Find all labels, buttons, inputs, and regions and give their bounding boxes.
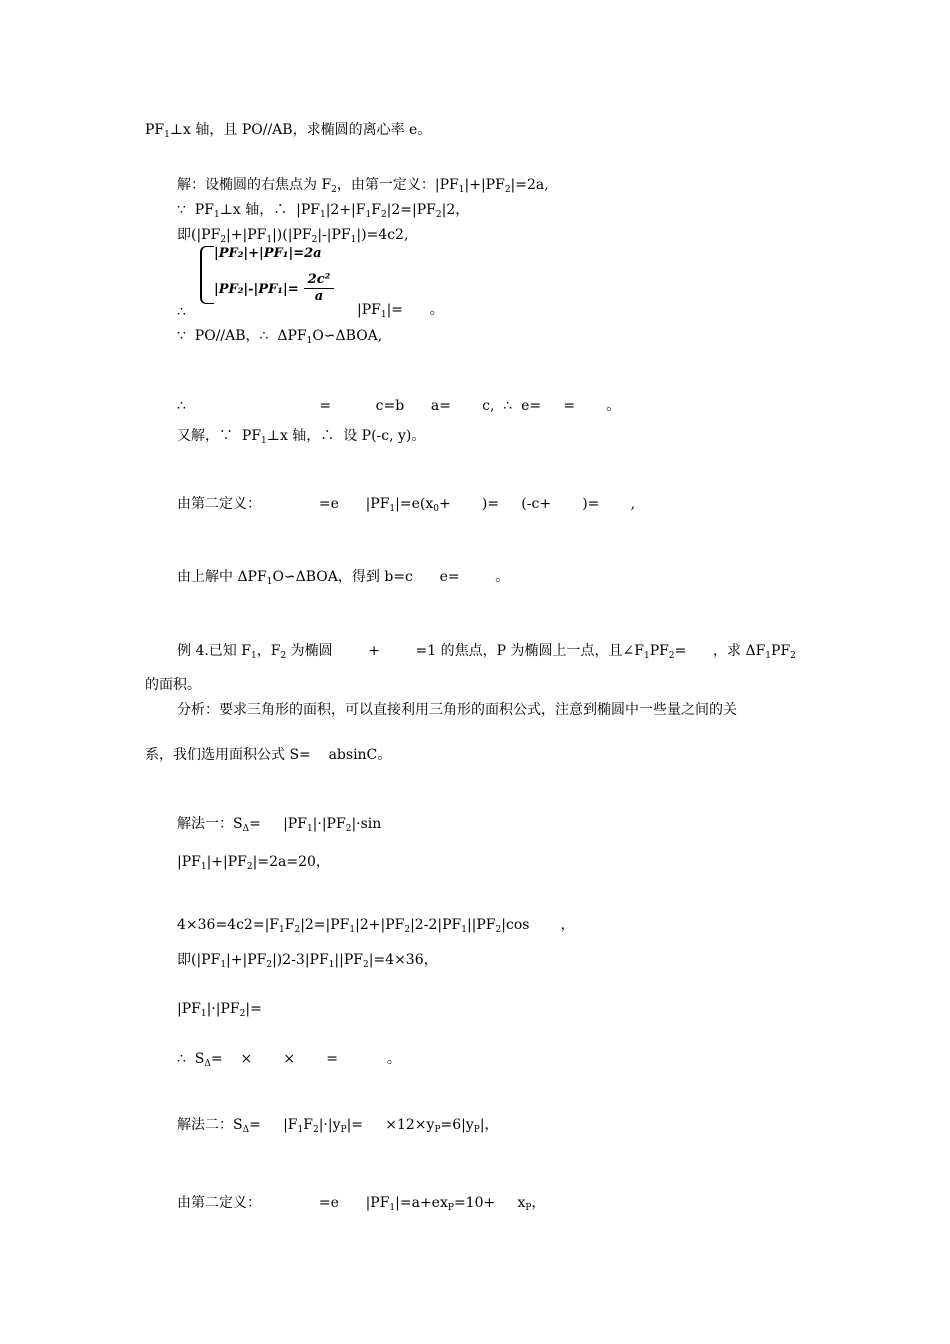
- text: PF: [771, 643, 791, 659]
- subscript: 1: [164, 130, 170, 140]
- equation-fraction: [304, 272, 334, 305]
- subscript: 1: [306, 824, 313, 834]
- text: PF: [145, 122, 165, 138]
- analysis-line: [177, 701, 737, 719]
- text: |PF: [177, 854, 201, 870]
- subscript: 2: [280, 651, 287, 661]
- text: F: [303, 1117, 313, 1133]
- solution-line: [177, 1050, 401, 1073]
- solution-line: [177, 201, 469, 224]
- subscript: 2: [266, 960, 273, 970]
- text: 的面积。: [145, 677, 201, 693]
- subscript: 1: [389, 1203, 396, 1213]
- solution-line: [177, 397, 620, 415]
- text: =6|y: [440, 1117, 474, 1133]
- text: |= 。: [386, 302, 444, 318]
- text: |+|PF: [464, 177, 505, 193]
- subscript: 2: [404, 925, 411, 935]
- subscript: 2: [380, 210, 387, 220]
- text: |·|PF: [206, 1001, 240, 1017]
- text: |，: [479, 1117, 499, 1133]
- text: F: [371, 202, 381, 218]
- text: |+|PF: [226, 952, 267, 968]
- text: = × × = 。: [210, 1051, 401, 1067]
- text: PF: [649, 643, 669, 659]
- solution-line: [177, 815, 381, 838]
- text: ⊥x 轴，且 PO//AB，求椭圆的离心率 e。: [169, 122, 432, 138]
- text: 解法一：S: [177, 816, 243, 832]
- text: 由第二定义： =e |PF: [177, 1195, 390, 1211]
- text: 解：设椭圆的右焦点为 F: [177, 177, 332, 193]
- example-statement-line: [177, 642, 796, 665]
- solution-line: [177, 853, 330, 876]
- text: 分析：要求三角形的面积，可以直接利用三角形的面积公式，注意到椭圆中一些量之间的关: [177, 702, 737, 718]
- subscript: Δ: [242, 1125, 250, 1135]
- subscript: 1: [319, 210, 326, 220]
- text: |=: [245, 1001, 262, 1017]
- subscript: P: [434, 1125, 441, 1135]
- text: ，F: [256, 643, 281, 659]
- text: + )= (-c+ )= ,: [438, 496, 636, 512]
- text: |)=4c2,: [356, 227, 409, 243]
- subscript: P: [340, 1125, 347, 1135]
- subscript: Δ: [242, 824, 250, 834]
- subscript: 1: [200, 1009, 207, 1019]
- equation-row-2: [214, 282, 299, 298]
- text: |2=|PF: [300, 917, 350, 933]
- solution-line: [177, 1000, 262, 1023]
- subscript: 2: [495, 925, 502, 935]
- solution-line: [177, 176, 549, 199]
- equation-system-brace: [200, 246, 214, 304]
- text: |-|PF: [317, 227, 351, 243]
- text: = |F: [249, 1117, 298, 1133]
- text: |2=|PF: [386, 202, 436, 218]
- text: ⊥x 轴，∴ 设 P(-c, y)。: [266, 428, 426, 444]
- text: |2+|PF: [355, 917, 405, 933]
- subscript: Δ: [204, 1059, 211, 1069]
- text: ||PF: [334, 952, 363, 968]
- text: 为椭圆 + =1 的焦点，P 为椭圆上一点，且∠F: [286, 643, 644, 659]
- text: ∵ PO//AB，∴ ΔPF: [177, 328, 307, 344]
- text: |+|PF: [206, 854, 247, 870]
- subscript: 2: [246, 862, 253, 872]
- fraction-denominator: a: [314, 289, 324, 304]
- equation-text: |PF₂|-|PF₁|=: [214, 282, 299, 297]
- text: |2，: [441, 202, 470, 218]
- solution-line: [177, 327, 382, 350]
- subscript: 1: [380, 310, 387, 320]
- subscript: 1: [350, 235, 357, 245]
- text: |·sin: [351, 816, 382, 832]
- subscript: 1: [458, 185, 465, 195]
- text: ||PF: [466, 917, 496, 933]
- text: ∴ = c=b a= c, ∴ e= = 。: [177, 398, 621, 414]
- problem-statement-line: [145, 121, 431, 144]
- text: |= ×12×y: [346, 1117, 435, 1133]
- subscript: P: [473, 1125, 480, 1135]
- subscript: 2: [504, 185, 511, 195]
- equation-row-1: [214, 246, 322, 262]
- example-statement-line: [145, 676, 201, 694]
- text: |=4×36，: [368, 952, 438, 968]
- solution-line: [177, 427, 425, 450]
- text: 4×36=4c2=|F: [177, 917, 279, 933]
- text: |=2a,: [510, 177, 549, 193]
- subscript: 2: [239, 1009, 246, 1019]
- subscript: 1: [250, 651, 257, 661]
- subscript: 1: [266, 577, 273, 587]
- text: = |PF: [249, 816, 307, 832]
- subscript: 2: [668, 651, 675, 661]
- text: 又解，∵ PF: [177, 428, 262, 444]
- text: ，: [531, 1195, 546, 1211]
- subscript: 1: [266, 235, 273, 245]
- subscript: 0: [433, 504, 439, 514]
- text: 系，我们选用面积公式 S= absinC。: [145, 747, 392, 763]
- text: = ，求 ΔF: [674, 643, 766, 659]
- subscript: 1: [279, 925, 285, 935]
- text: 例 4.已知 F: [177, 643, 251, 659]
- subscript: 2: [312, 1125, 319, 1135]
- text: 由上解中 ΔPF: [177, 569, 267, 585]
- subscript: 2: [331, 185, 337, 195]
- text: =10+ x: [453, 1195, 526, 1211]
- solution-line: [357, 301, 444, 324]
- text: |)2-3|PF: [272, 952, 329, 968]
- subscript: 1: [643, 651, 650, 661]
- subscript: 2: [220, 235, 227, 245]
- analysis-line: [145, 746, 391, 764]
- text: ，由第一定义：|PF: [336, 177, 459, 193]
- subscript: 2: [790, 651, 796, 661]
- subscript: 1: [349, 925, 356, 935]
- text: |PF: [177, 1001, 201, 1017]
- subscript: P: [447, 1203, 454, 1213]
- text: ∴: [177, 304, 186, 320]
- subscript: 1: [389, 504, 396, 514]
- subscript: 1: [765, 651, 772, 661]
- solution-line: [177, 1194, 545, 1217]
- subscript: 1: [200, 862, 207, 872]
- subscript: 1: [328, 960, 335, 970]
- subscript: 1: [220, 960, 227, 970]
- subscript: 1: [261, 436, 267, 446]
- equation-text: |PF₂|+|PF₁|=2a: [214, 246, 322, 261]
- subscript: 1: [213, 210, 220, 220]
- text: |=2a=20，: [252, 854, 330, 870]
- solution-line: [177, 1116, 499, 1139]
- text: F: [284, 917, 295, 933]
- subscript: P: [525, 1203, 532, 1213]
- text: |PF: [357, 302, 381, 318]
- text: |+|PF: [226, 227, 267, 243]
- solution-line: [177, 495, 635, 518]
- fraction-numerator: 2c²: [304, 272, 334, 289]
- text: O∽ΔBOA,: [312, 328, 383, 344]
- text: |2-2|PF: [410, 917, 462, 933]
- text: O∽ΔBOA，得到 b=c e= 。: [272, 569, 510, 585]
- solution-line: [177, 951, 438, 974]
- subscript: 2: [294, 925, 301, 935]
- text: 即(|PF: [177, 952, 221, 968]
- subscript: 2: [311, 235, 318, 245]
- subscript: 1: [365, 210, 372, 220]
- subscript: 1: [297, 1125, 304, 1135]
- subscript: 1: [306, 336, 313, 346]
- text: 由第二定义： =e |PF: [177, 496, 390, 512]
- solution-line: [177, 568, 509, 591]
- text: |2+|F: [325, 202, 366, 218]
- subscript: 1: [461, 925, 467, 935]
- text: |=e(x: [395, 496, 434, 512]
- subscript: 2: [435, 210, 442, 220]
- subscript: 2: [345, 824, 352, 834]
- subscript: 2: [362, 960, 369, 970]
- text: |·|PF: [312, 816, 346, 832]
- solution-line: [177, 303, 186, 321]
- text: |=a+ex: [395, 1195, 448, 1211]
- text: |cos ，: [501, 917, 575, 933]
- text: |·|y: [318, 1117, 341, 1133]
- text: |)(|PF: [272, 227, 312, 243]
- text: 即(|PF: [177, 227, 221, 243]
- text: ∴ S: [177, 1051, 205, 1067]
- text: 解法二：S: [177, 1117, 243, 1133]
- solution-line: [177, 916, 575, 939]
- text: ∵ PF: [177, 202, 214, 218]
- text: ⊥x 轴，∴ |PF: [219, 202, 320, 218]
